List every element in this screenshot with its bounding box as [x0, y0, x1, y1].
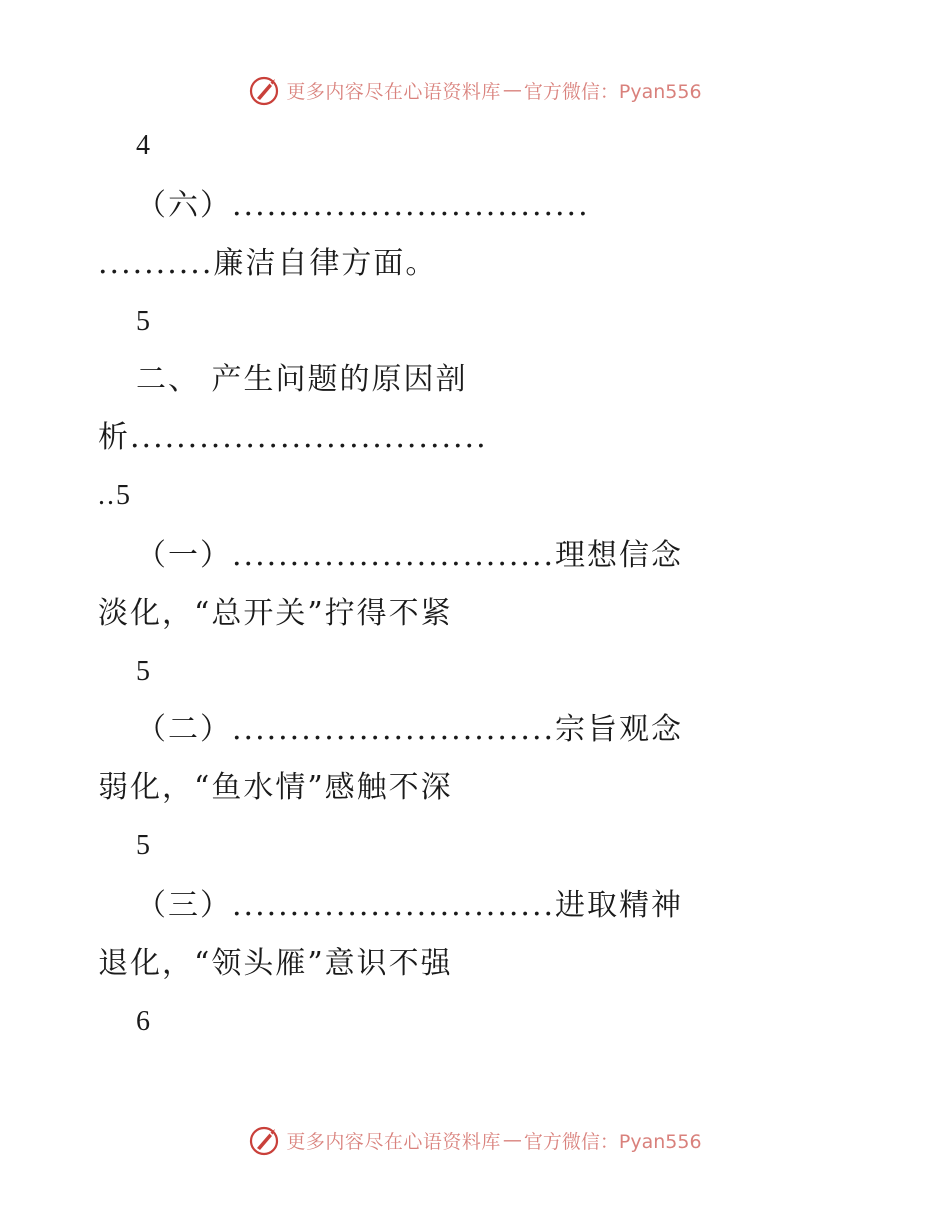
toc-entry-1-line-1: （一）............................理想信念: [136, 538, 684, 573]
toc-entry-3-line-2: 退化，“领头雁”意识不强: [98, 946, 453, 981]
toc-section-2-line-2: 析...............................: [98, 420, 488, 455]
banner-separator: —: [502, 79, 522, 101]
page-number-line: 5: [136, 830, 152, 861]
toc-entry-6-line-2: ..........廉洁自律方面。: [98, 246, 438, 281]
page-number-line: 4: [136, 130, 152, 161]
banner-wechat-text: 官方微信：Pyan556: [523, 1130, 702, 1153]
page-number-line: 6: [136, 1006, 152, 1037]
toc-section-2-line-1: 二、 产生问题的原因剖: [136, 362, 468, 397]
pen-logo-icon: [248, 73, 282, 107]
toc-entry-3-line-1: （三）............................进取精神: [136, 888, 684, 923]
footer-banner: [0, 1120, 950, 1160]
page-number-line: 5: [136, 306, 152, 337]
header-banner: [0, 70, 950, 110]
toc-entry-2-line-1: （二）............................宗旨观念: [136, 712, 684, 747]
pen-logo-icon: [248, 1123, 282, 1157]
toc-section-2-line-3: ..5: [98, 480, 132, 511]
toc-entry-1-line-2: 淡化，“总开关”拧得不紧: [98, 596, 453, 631]
banner-separator: —: [502, 1129, 522, 1151]
banner-site-text: 更多内容尽在心语资料库: [286, 1130, 501, 1153]
toc-entry-6-text: （六）...............................: [136, 188, 590, 223]
page-number-line: 5: [136, 656, 152, 687]
toc-entry-2-line-2: 弱化，“鱼水情”感触不深: [98, 770, 453, 805]
banner-site-text: 更多内容尽在心语资料库: [286, 80, 501, 103]
toc-entry-6-line-1: [136, 186, 590, 226]
banner-wechat-text: 官方微信：Pyan556: [523, 80, 702, 103]
